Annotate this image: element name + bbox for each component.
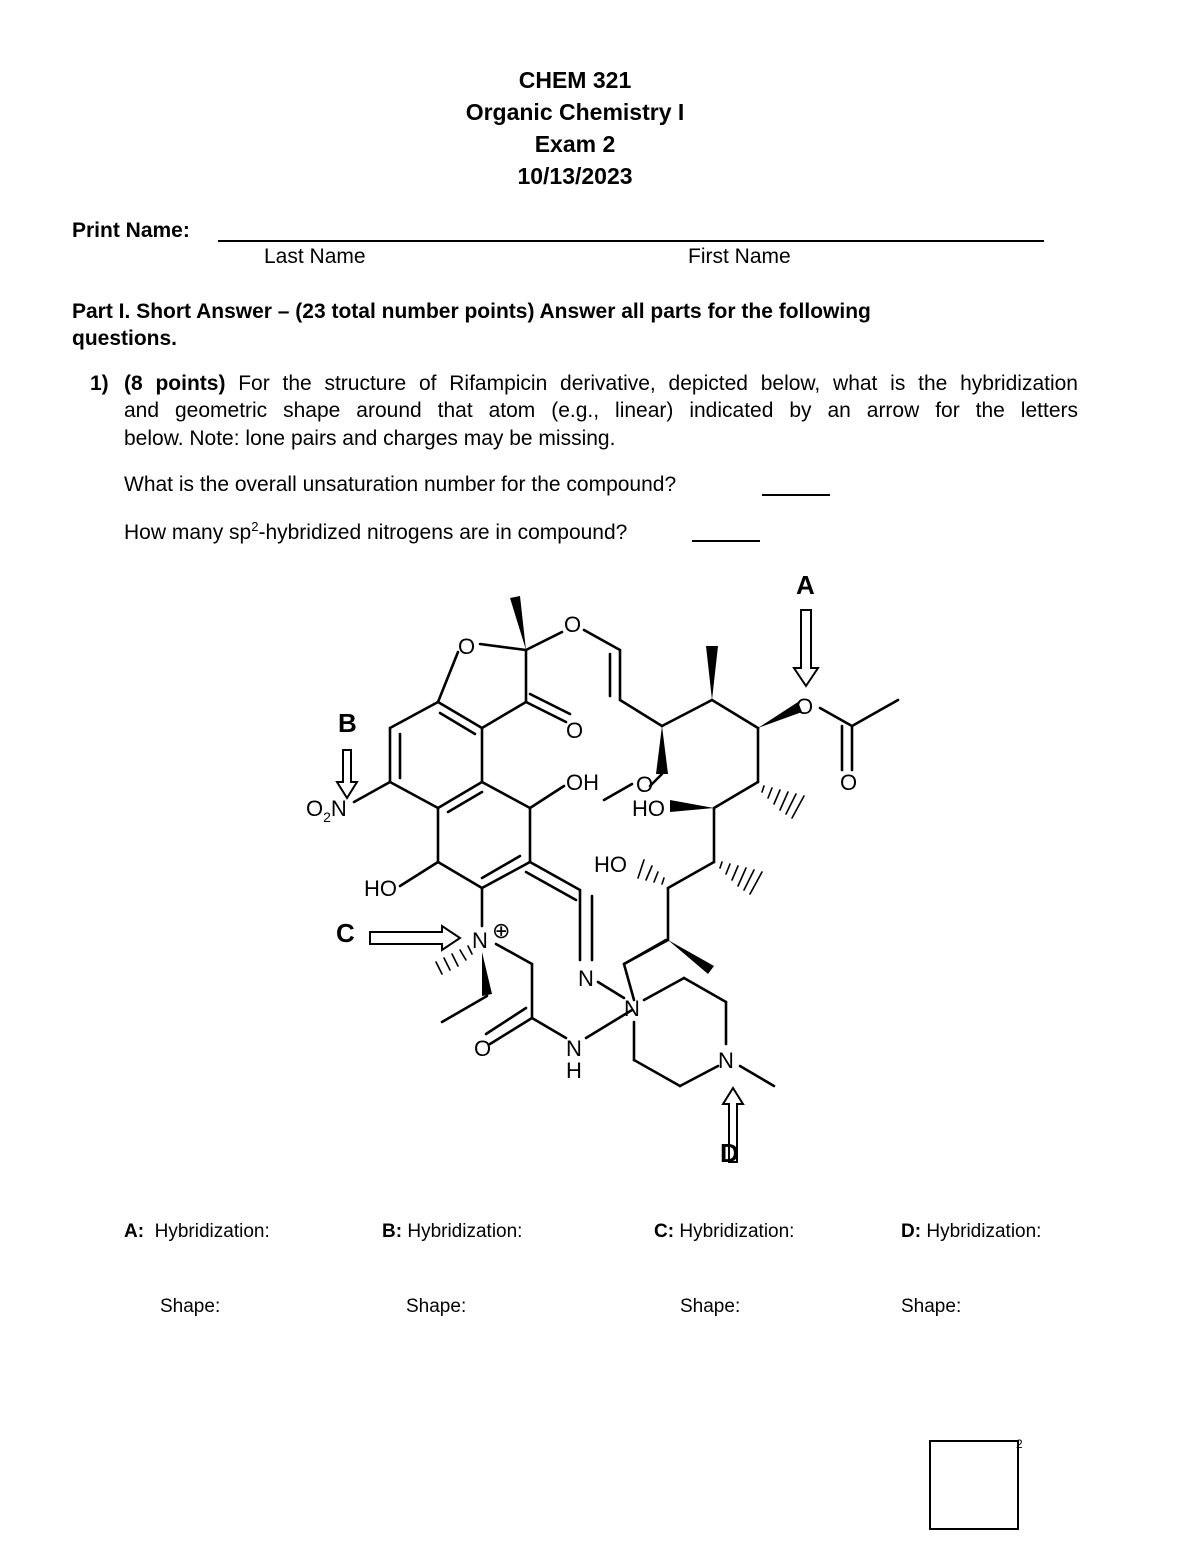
atom-n-imine: N <box>578 966 594 991</box>
sp2-question-post: -hybridized nitrogens are in compound? <box>258 521 628 544</box>
points-box-value: 2 <box>1016 1437 1023 1451</box>
atom-o-ether: O <box>564 612 582 637</box>
atom-plus-charge: ⊕ <box>492 918 511 943</box>
atom-o-acetate: O <box>796 694 814 719</box>
answer-a-shape: Shape: <box>160 1296 221 1317</box>
part1-heading-cont: questions. <box>72 327 178 350</box>
atom-oh-top: OH <box>566 770 599 795</box>
answer-d-hyb-label: Hybridization: <box>926 1221 1042 1242</box>
answer-c-shape: Shape: <box>680 1296 741 1317</box>
part1-heading: Part I. Short Answer – (23 total number points) Answer all parts for the following <box>72 300 871 323</box>
atom-o2n-sub: 2 <box>323 809 331 825</box>
arrow-a-icon <box>794 610 818 686</box>
answer-d-letter: D: <box>901 1221 922 1242</box>
exam-date: 10/13/2023 <box>517 163 633 189</box>
question-points: (8 points) <box>124 372 226 395</box>
atom-o-methoxy: O <box>636 772 654 797</box>
sp2-superscript: 2 <box>251 519 259 534</box>
points-box[interactable] <box>929 1440 1019 1530</box>
answer-a-hyb-label: Hybridization: <box>154 1221 270 1242</box>
label-a: A <box>796 570 815 600</box>
atom-o-ketone: O <box>566 718 584 743</box>
atom-o2n-o: O <box>306 796 324 821</box>
sp2-question-pre: How many sp <box>124 521 252 544</box>
answer-a-hyb <box>124 1221 270 1243</box>
answer-c-hyb-label: Hybridization: <box>679 1221 795 1242</box>
unsaturation-question: What is the overall unsaturation number for the compound? <box>124 473 677 496</box>
last-name-label: Last Name <box>264 245 366 268</box>
arrow-b-icon <box>337 750 357 798</box>
answer-b-hyb-label: Hybridization: <box>407 1221 523 1242</box>
question-number: 1) <box>90 372 109 395</box>
atom-o2n-n: N <box>330 796 347 821</box>
rifampicin-structure <box>280 560 940 1180</box>
atom-o-acetyl: O <box>840 770 858 795</box>
label-c: C <box>336 918 355 948</box>
answer-d-hyb <box>901 1221 1041 1243</box>
course-title: Organic Chemistry I <box>465 99 685 125</box>
atom-n-pip1: N <box>624 996 640 1021</box>
question-text-line2: and geometric shape around that atom (e.g., linear) indicated by an arrow for the letters <box>124 399 1078 422</box>
answer-b-shape: Shape: <box>406 1296 467 1317</box>
arrow-c-icon <box>370 926 460 950</box>
first-name-label: First Name <box>688 245 791 268</box>
atom-ho-left: HO <box>364 876 397 901</box>
answer-c-letter: C: <box>654 1221 675 1242</box>
answer-c-hyb <box>654 1221 794 1243</box>
question-text-line1 <box>124 372 1078 396</box>
atom-ho-low: HO <box>594 852 627 877</box>
answer-b-hyb <box>382 1221 522 1243</box>
exam-title: Exam 2 <box>534 131 616 157</box>
atom-n-amide: N <box>566 1036 582 1061</box>
molecule-svg <box>280 560 940 1180</box>
sp2-answer-line[interactable] <box>692 540 760 542</box>
atom-o-amide: O <box>474 1036 492 1061</box>
atom-o2n <box>306 796 347 825</box>
atom-o-ring: O <box>458 634 476 659</box>
unsaturation-answer-line[interactable] <box>762 494 830 496</box>
course-code: CHEM 321 <box>518 67 632 93</box>
label-d: D <box>720 1138 739 1168</box>
atom-n-pip2: N <box>718 1048 734 1073</box>
atom-n-plus: N <box>472 928 488 953</box>
print-name-label: Print Name: <box>72 219 190 242</box>
atom-ho-mid: HO <box>632 796 665 821</box>
sp2-question <box>124 519 627 545</box>
answer-b-letter: B: <box>382 1221 403 1242</box>
label-b: B <box>338 708 357 738</box>
question-text-line3: below. Note: lone pairs and charges may be missing. <box>124 427 616 450</box>
answer-a-letter: A: <box>124 1221 145 1242</box>
name-input-line[interactable] <box>218 240 1044 242</box>
atom-h-amide: H <box>566 1058 582 1083</box>
question-text-a: For the structure of Rifampicin derivative, depicted below, what is the hybridization <box>238 372 1078 395</box>
answer-d-shape: Shape: <box>901 1296 962 1317</box>
